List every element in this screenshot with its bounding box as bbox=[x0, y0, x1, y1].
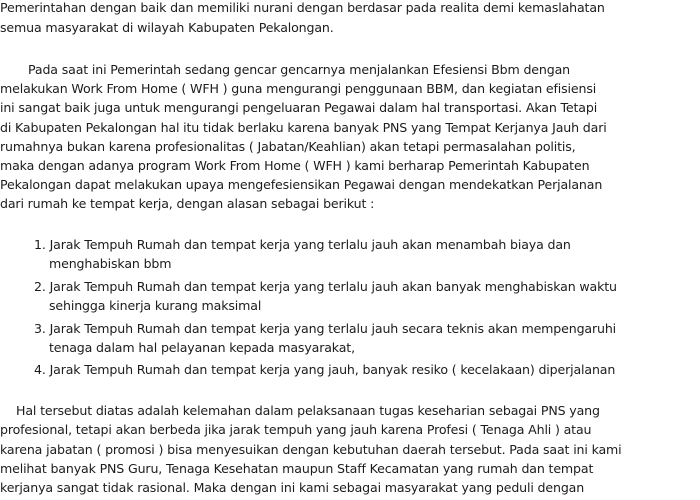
paragraph-line: ini sangat baik juga untuk mengurangi pengeluaran Pegawai dalam hal transportasi. Akan Tetapi bbox=[0, 100, 598, 115]
paragraph-line: karena jabatan ( promosi ) bisa menyesuikan dengan kebutuhan daerah tersebut. Pada saat ini kami bbox=[0, 442, 622, 457]
list-number: 4. bbox=[34, 362, 46, 377]
list-text: Jarak Tempuh Rumah dan tempat kerja yang terlalu jauh akan banyak menghabiskan waktu bbox=[49, 279, 617, 294]
list-item bbox=[34, 236, 571, 253]
paragraph-line: rumahnya bukan karena profesionalitas ( Jabatan/Keahlian) akan tetapi permasalahan politis, bbox=[0, 139, 576, 154]
list-item-continuation: sehingga kinerja kurang maksimal bbox=[49, 298, 262, 313]
intro-line: semua masyarakat di wilayah Kabupaten Pekalongan. bbox=[0, 20, 334, 35]
list-item bbox=[34, 278, 617, 295]
paragraph-line: di Kabupaten Pekalongan hal itu tidak berlaku karena banyak PNS yang Tempat Kerjanya Jauh dari bbox=[0, 120, 607, 135]
list-text: Jarak Tempuh Rumah dan tempat kerja yang terlalu jauh secara teknis akan mempengaruhi bbox=[49, 321, 617, 336]
paragraph-line: Pada saat ini Pemerintah sedang gencar gencarnya menjalankan Efesiensi Bbm dengan bbox=[28, 62, 570, 77]
paragraph-line: Pekalongan dapat melakukan upaya mengefesiensikan Pegawai dengan mendekatkan Perjalanan bbox=[0, 177, 603, 192]
list-number: 1. bbox=[34, 237, 46, 252]
paragraph-line: profesional, tetapi akan berbeda jika jarak tempuh yang jauh karena Profesi ( Tenaga Ahli ) atau bbox=[0, 422, 592, 437]
list-text: Jarak Tempuh Rumah dan tempat kerja yang terlalu jauh akan menambah biaya dan bbox=[49, 237, 571, 252]
paragraph-line: Hal tersebut diatas adalah kelemahan dalam pelaksanaan tugas keseharian sebagai PNS yang bbox=[16, 403, 600, 418]
paragraph-line: dari rumah ke tempat kerja, dengan alasan sebagai berikut : bbox=[0, 196, 375, 211]
list-item bbox=[34, 361, 615, 378]
list-item-continuation: tenaga dalam hal pelayanan kepada masyarakat, bbox=[49, 340, 355, 355]
paragraph-line: melihat banyak PNS Guru, Tenaga Kesehatan maupun Staff Kecamatan yang rumah dan tempat bbox=[0, 461, 594, 476]
paragraph-line: melakukan Work From Home ( WFH ) guna mengurangi penggunaan BBM, dan kegiatan efisiensi bbox=[0, 81, 597, 96]
list-number: 2. bbox=[34, 279, 46, 294]
intro-line: Pemerintahan dengan baik dan memiliki nurani dengan berdasar pada realita demi kemaslahatan bbox=[0, 0, 605, 15]
paragraph-line: kerjanya sangat tidak rasional. Maka dengan ini kami sebagai masyarakat yang peduli dengan bbox=[0, 480, 585, 495]
list-number: 3. bbox=[34, 321, 46, 336]
list-item-continuation: menghabiskan bbm bbox=[49, 256, 172, 271]
paragraph-line: maka dengan adanya program Work From Home ( WFH ) kami berharap Pemerintah Kabupaten bbox=[0, 158, 590, 173]
list-item bbox=[34, 320, 616, 337]
list-text: Jarak Tempuh Rumah dan tempat kerja yang jauh, banyak resiko ( kecelakaan) diperjalanan bbox=[49, 362, 616, 377]
